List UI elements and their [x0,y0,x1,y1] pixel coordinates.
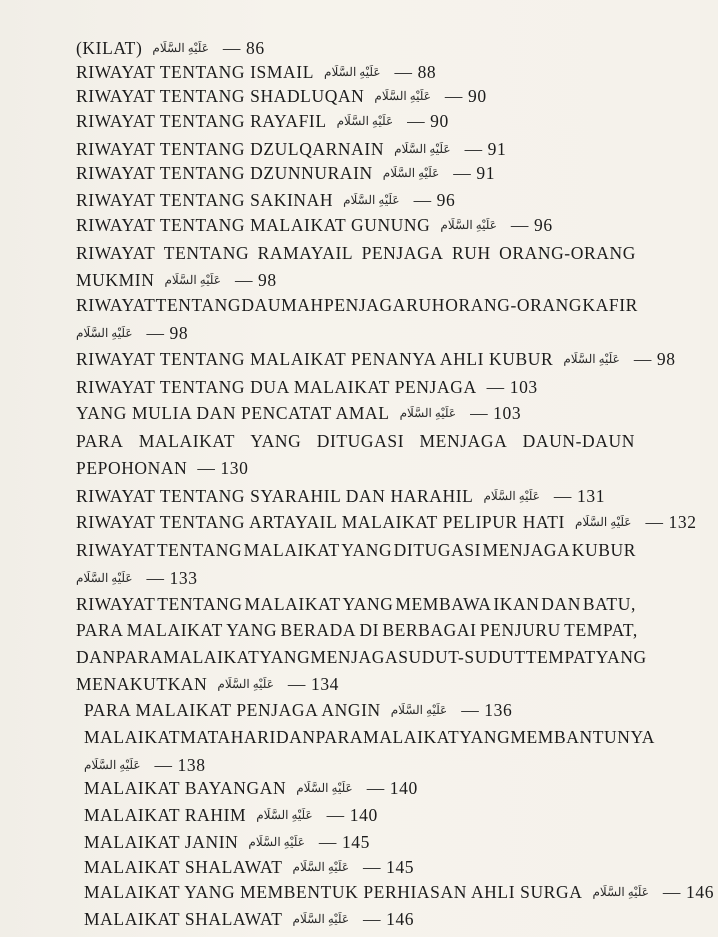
alaihissalam-glyph: عَلَيْهِ السَّلَام [292,912,350,926]
toc-entry-word: TENTANG [163,243,250,263]
toc-entry [76,293,638,317]
toc-entry-word: PARA [115,647,164,667]
toc-entry-word: MALAIKAT [244,594,341,614]
toc-entry-title: RIWAYAT TENTANG SHADLUQAN [76,86,365,106]
toc-entry-word: MEMBAWA [395,594,492,614]
toc-entry-word: DAN [275,727,316,747]
alaihissalam-glyph: عَلَيْهِ السَّلَام [483,489,540,503]
toc-page-number: — 145 [318,832,370,852]
toc-page-number: — 91 [453,163,496,183]
toc-entry-word: RUH [406,295,445,315]
toc-page-number: — 90 [444,86,487,106]
toc-entry [84,725,656,749]
toc-entry-word: YANG [226,620,278,640]
toc-entry-word: TEMPAT [525,647,596,667]
toc-entry-word: PARA [315,727,364,747]
toc-entry-word: RUH [451,243,491,263]
toc-entry [84,776,422,800]
toc-entry [76,538,636,562]
alaihissalam-glyph: عَلَيْهِ السَّلَام [382,166,440,180]
toc-entry [76,645,647,669]
toc-entry-word: DAUN-DAUN [522,431,635,451]
toc-entry-title: MALAIKAT BAYANGAN [84,778,287,798]
alaihissalam-glyph: عَلَيْهِ السَّلَام [592,885,649,899]
toc-entry-word: RIWAYAT [76,295,156,315]
toc-entry [84,803,382,827]
toc-page-number: — 136 [461,700,513,720]
alaihissalam-glyph: عَلَيْهِ السَّلَام [164,273,221,287]
alaihissalam-glyph: عَلَيْهِ السَّلَام [256,808,313,822]
toc-page-number: — 90 [407,111,449,131]
toc-entry [76,510,701,534]
toc-entry [84,753,210,777]
alaihissalam-glyph: عَلَيْهِ السَّلَام [296,781,353,795]
toc-entry-word: ORANG-ORANG [445,295,583,315]
toc-entry-word: MALAIKAT [163,647,260,667]
toc-entry-word: PARA [76,431,124,451]
toc-entry-word: RIWAYAT [76,540,156,560]
toc-page-number: — 133 [146,568,198,588]
toc-page-number: — 91 [464,139,507,159]
toc-page-number: — 98 [234,270,277,290]
alaihissalam-glyph: عَلَيْهِ السَّلَام [76,571,133,585]
toc-entry-word: RIWAYAT [76,243,156,263]
toc-entry-title: MALAIKAT YANG MEMBENTUK PERHIASAN AHLI SURGA [84,882,583,902]
toc-entry-word: MALAIKAT [84,727,181,747]
toc-entry-word: MENJAGA [482,540,571,560]
alaihissalam-glyph: عَلَيْهِ السَّلَام [292,860,350,874]
toc-entry [76,566,202,590]
toc-entry [76,321,192,345]
alaihissalam-glyph: عَلَيْهِ السَّلَام [152,41,209,55]
toc-page-number: — 103 [470,403,522,423]
alaihissalam-glyph: عَلَيْهِ السَّلَام [563,352,620,366]
toc-entry-word: YANG [342,594,394,614]
toc-entry-word: MENJAGA [310,647,399,667]
toc-entry-title: RIWAYAT TENTANG DZULQARNAIN [76,139,385,159]
toc-entry-title: MALAIKAT RAHIM [84,805,247,825]
toc-entry-word: PENJAGA [323,295,406,315]
toc-entry-word: MENJAGA [419,431,508,451]
alaihissalam-glyph: عَلَيْهِ السَّلَام [399,406,457,420]
toc-entry-word: RAMAYAIL [257,243,354,263]
toc-page-number: — 98 [146,323,189,343]
alaihissalam-glyph: عَلَيْهِ السَّلَام [343,193,400,207]
toc-entry [76,456,252,480]
toc-entry-title: YANG MULIA DAN PENCATAT AMAL [76,403,390,423]
toc-entry-title: RIWAYAT TENTANG SYARAHIL DAN HARAHIL [76,486,474,506]
toc-entry-word: TENTANG [155,295,242,315]
toc-entry-word: TENTANG [157,594,243,614]
toc-entry-word: BERBAGAI [382,620,477,640]
toc-entry-word: PARA [76,620,124,640]
toc-page-number: — 138 [154,755,206,775]
toc-entry-word: MALAIKAT [363,727,460,747]
toc-entry-word: TEMPAT, [564,620,638,640]
toc-page-number: — 88 [394,62,437,82]
toc-entry-word: TENTANG [156,540,243,560]
toc-page-number: — 98 [633,349,676,369]
alaihissalam-glyph: عَلَيْهِ السَّلَام [336,114,394,128]
toc-entry [76,484,609,508]
toc-entry-title: PEPOHONAN [76,458,188,478]
toc-entry [76,188,459,212]
toc-entry-title: RIWAYAT TENTANG DZUNNURAIN [76,163,373,183]
toc-entry [84,907,418,931]
toc-entry-title: MALAIKAT SHALAWAT [84,857,283,877]
toc-entry-title: (KILAT) [76,38,143,58]
toc-page-number: — 146 [363,909,415,929]
toc-entry [76,213,557,237]
toc-page-number: — 96 [413,190,456,210]
toc-entry-word: MEMBANTUNYA [510,727,656,747]
toc-entry-title: RIWAYAT TENTANG DUA MALAIKAT PENJAGA [76,377,477,397]
toc-entry-word: YANG [250,431,302,451]
alaihissalam-glyph: عَلَيْهِ السَّلَام [217,677,274,691]
toc-entry-word: DAN [541,594,582,614]
toc-page-number: — 86 [222,38,265,58]
alaihissalam-glyph: عَلَيْهِ السَّلَام [84,758,141,772]
toc-entry-word: MALAIKAT [243,540,340,560]
toc-entry [76,347,680,371]
toc-page-number: — 146 [662,882,715,902]
toc-entry-title: MALAIKAT JANIN [84,832,239,852]
alaihissalam-glyph: عَلَيْهِ السَّلَام [440,218,497,232]
toc-page-number: — 140 [366,778,418,798]
toc-entry [76,241,636,265]
alaihissalam-glyph: عَلَيْهِ السَّلَام [324,65,381,79]
toc-entry [76,268,281,292]
toc-entry-word: PENJAGA [361,243,444,263]
toc-page-number: — 145 [363,857,415,877]
alaihissalam-glyph: عَلَيْهِ السَّلَام [374,89,431,103]
toc-entry [76,137,510,161]
alaihissalam-glyph: عَلَيْهِ السَّلَام [248,835,305,849]
toc-entry [76,618,638,642]
toc-entry [76,84,491,108]
toc-page-number: — 130 [197,458,249,478]
toc-page-number: — 140 [326,805,378,825]
toc-entry [76,161,499,185]
toc-entry-word: YANG [341,540,393,560]
toc-entry-word: DAUMAH [241,295,324,315]
toc-entry-word: DITUGASI [393,540,482,560]
toc-entry-word: KUBUR [571,540,636,560]
toc-page-number: — 134 [287,674,340,694]
toc-entry-word: PENJURU [479,620,561,640]
toc-entry-word: YANG [259,647,311,667]
toc-entry-title: RIWAYAT TENTANG RAYAFIL [76,111,327,131]
toc-entry [76,109,453,133]
toc-entry-title: MENAKUTKAN [76,674,208,694]
toc-entry-word: BATU, [582,594,636,614]
toc-page-number: — 131 [553,486,606,506]
toc-entry [76,401,525,425]
toc-entry-title: RIWAYAT TENTANG MALAIKAT PENANYA AHLI KUBUR [76,349,554,369]
toc-entry [76,429,635,453]
toc-entry-title: RIWAYAT TENTANG SAKINAH [76,190,334,210]
toc-entry [84,698,516,722]
toc-entry-word: MALAIKAT [126,620,223,640]
toc-page-number: — 96 [510,215,553,235]
toc-entry-word: MATAHARI [180,727,276,747]
toc-entry-word: ORANG-ORANG [499,243,636,263]
alaihissalam-glyph: عَلَيْهِ السَّلَام [394,142,451,156]
toc-entry-word: MALAIKAT [138,431,236,451]
alaihissalam-glyph: عَلَيْهِ السَّلَام [76,326,133,340]
alaihissalam-glyph: عَلَيْهِ السَّلَام [574,515,632,529]
toc-entry-word: IKAN [493,594,540,614]
toc-entry-title: MUKMIN [76,270,155,290]
toc-entry [76,60,440,84]
toc-entry-title: RIWAYAT TENTANG ARTAYAIL MALAIKAT PELIPUR HATI [76,512,565,532]
toc-entry [84,855,418,879]
toc-entry-word: KAFIR [582,295,638,315]
toc-entry [84,830,374,854]
toc-entry [84,880,718,904]
toc-entry-title: MALAIKAT SHALAWAT [84,909,283,929]
toc-entry-word: DAN [76,647,116,667]
alaihissalam-glyph: عَلَيْهِ السَّلَام [390,703,448,717]
toc-entry-word: RIWAYAT [76,594,156,614]
toc-entry-word: DITUGASI [316,431,405,451]
toc-page-number: — 132 [645,512,697,532]
toc-entry-word: SUDUT-SUDUT [398,647,526,667]
toc-entry [76,672,343,696]
toc-entry [76,375,542,399]
toc-entry-word: YANG [595,647,647,667]
toc-page-number: — 103 [486,377,538,397]
toc-entry-word: BERADA [280,620,357,640]
toc-entry [76,592,636,616]
toc-entry-title: RIWAYAT TENTANG MALAIKAT GUNUNG [76,215,431,235]
toc-entry-word: DI [359,620,380,640]
toc-entry [76,36,269,60]
toc-entry-title: PARA MALAIKAT PENJAGA ANGIN [84,700,381,720]
toc-entry-word: YANG [459,727,511,747]
toc-entry-title: RIWAYAT TENTANG ISMAIL [76,62,315,82]
